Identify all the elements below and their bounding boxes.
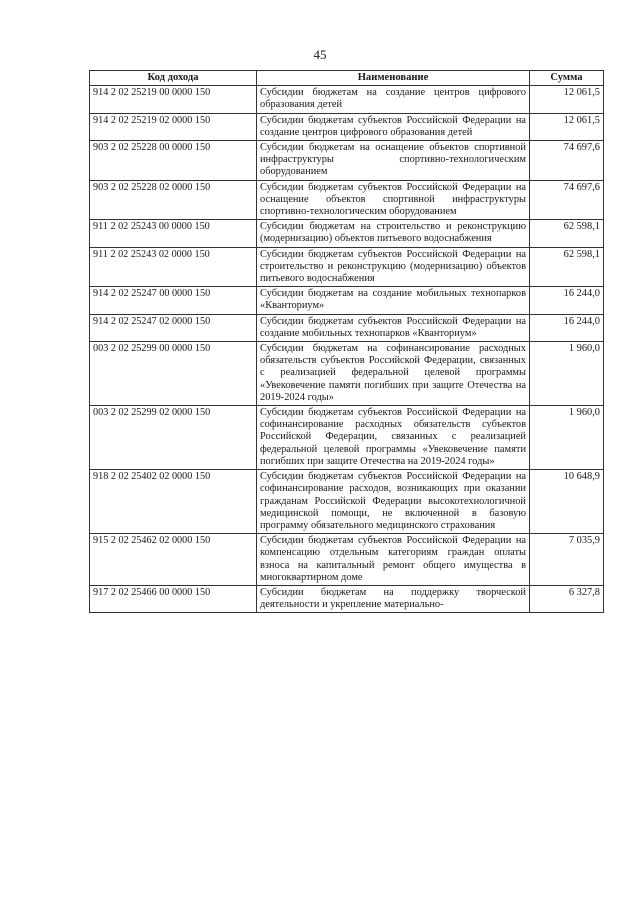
row-sum: 62 598,1: [530, 247, 604, 287]
header-name: Наименование: [257, 71, 530, 86]
page-number: 45: [313, 47, 327, 62]
row-name: Субсидии бюджетам субъектов Российской Федерации на компенсацию отдельным категориям граждан оплаты взноса на капитальный ремонт общего имущества в многоквартирном доме: [257, 534, 530, 586]
row-sum: 1 960,0: [530, 342, 604, 406]
table-row: [90, 314, 604, 341]
row-sum: 16 244,0: [530, 314, 604, 341]
row-code: 915 2 02 25462 02 0000 150: [90, 534, 257, 586]
table-row: [90, 180, 604, 220]
row-sum: 7 035,9: [530, 534, 604, 586]
table-row: [90, 342, 604, 406]
row-name: Субсидии бюджетам субъектов Российской Федерации на строительство и реконструкцию (модернизацию) объектов питьевого водоснабжения: [257, 247, 530, 287]
row-code: 903 2 02 25228 00 0000 150: [90, 141, 257, 181]
row-name: Субсидии бюджетам на строительство и реконструкцию (модернизацию) объектов питьевого водоснабжения: [257, 220, 530, 247]
row-name: Субсидии бюджетам на поддержку творческой деятельности и укрепление материально-: [257, 585, 530, 612]
row-name: Субсидии бюджетам на оснащение объектов спортивной инфраструктуры спортивно-технологическим оборудованием: [257, 141, 530, 181]
table-row: [90, 470, 604, 534]
row-sum: 62 598,1: [530, 220, 604, 247]
header-sum: Сумма: [530, 71, 604, 86]
row-name: Субсидии бюджетам субъектов Российской Федерации на создание центров цифрового образования детей: [257, 113, 530, 140]
table-row: [90, 534, 604, 586]
row-name: Субсидии бюджетам субъектов Российской Федерации на софинансирование расходов, возникающих при оказании гражданам Российской Федерации высокотехнологичной медицинской помощи, не включенной в базовую программу обязательного медицинского страхования: [257, 470, 530, 534]
row-sum: 16 244,0: [530, 287, 604, 314]
header-code: Код дохода: [90, 71, 257, 86]
row-name: Субсидии бюджетам субъектов Российской Федерации на создание мобильных технопарков «Кванториум»: [257, 314, 530, 341]
table-header-row: [90, 71, 604, 86]
table-row: [90, 585, 604, 612]
row-sum: 12 061,5: [530, 113, 604, 140]
table-row: [90, 406, 604, 470]
row-sum: 74 697,6: [530, 141, 604, 181]
row-code: 003 2 02 25299 00 0000 150: [90, 342, 257, 406]
row-sum: 10 648,9: [530, 470, 604, 534]
row-code: 917 2 02 25466 00 0000 150: [90, 585, 257, 612]
row-code: 914 2 02 25247 00 0000 150: [90, 287, 257, 314]
row-name: Субсидии бюджетам на создание центров цифрового образования детей: [257, 86, 530, 113]
row-name: Субсидии бюджетам на софинансирование расходных обязательств субъектов Российской Федерации, связанных с реализацией федеральной целевой программы «Увековечение памяти погибших при защите Отечества на 2019-2024 годы»: [257, 342, 530, 406]
table-row: [90, 141, 604, 181]
row-code: 914 2 02 25219 00 0000 150: [90, 86, 257, 113]
row-name: Субсидии бюджетам субъектов Российской Федерации на софинансирование расходных обязательств субъектов Российской Федерации, связанных с реализацией федеральной целевой программы «Увековечение памяти погибших при защите Отечества на 2019-2024 годы»: [257, 406, 530, 470]
row-code: 911 2 02 25243 00 0000 150: [90, 220, 257, 247]
table-row: [90, 220, 604, 247]
table-row: [90, 247, 604, 287]
row-name: Субсидии бюджетам субъектов Российской Федерации на оснащение объектов спортивной инфраструктуры спортивно-технологическим оборудованием: [257, 180, 530, 220]
row-code: 003 2 02 25299 02 0000 150: [90, 406, 257, 470]
row-code: 903 2 02 25228 02 0000 150: [90, 180, 257, 220]
row-sum: 6 327,8: [530, 585, 604, 612]
row-code: 918 2 02 25402 02 0000 150: [90, 470, 257, 534]
table-row: [90, 86, 604, 113]
row-code: 914 2 02 25247 02 0000 150: [90, 314, 257, 341]
row-name: Субсидии бюджетам на создание мобильных технопарков «Кванториум»: [257, 287, 530, 314]
revenue-table: [89, 70, 604, 613]
row-sum: 1 960,0: [530, 406, 604, 470]
row-sum: 12 061,5: [530, 86, 604, 113]
table-row: [90, 113, 604, 140]
table-row: [90, 287, 604, 314]
row-code: 914 2 02 25219 02 0000 150: [90, 113, 257, 140]
row-sum: 74 697,6: [530, 180, 604, 220]
row-code: 911 2 02 25243 02 0000 150: [90, 247, 257, 287]
